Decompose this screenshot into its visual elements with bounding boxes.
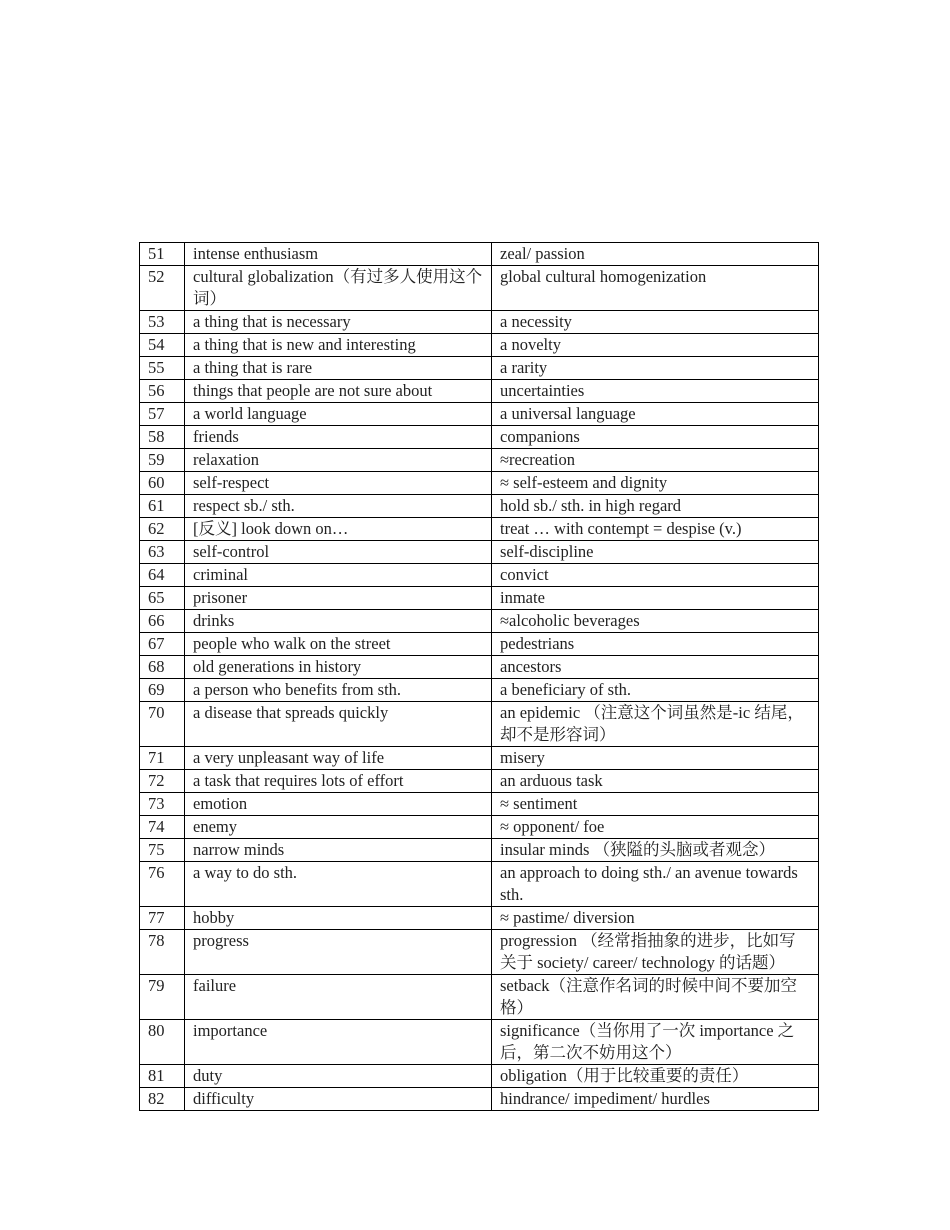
- table-row: [140, 793, 819, 816]
- row-number: 53: [140, 311, 185, 334]
- original-expression: a thing that is rare: [185, 357, 492, 380]
- alternative-expression: a universal language: [492, 403, 819, 426]
- row-number: 59: [140, 449, 185, 472]
- row-number: 56: [140, 380, 185, 403]
- alternative-expression: uncertainties: [492, 380, 819, 403]
- table-row: [140, 975, 819, 1020]
- original-expression: a very unpleasant way of life: [185, 747, 492, 770]
- original-expression: respect sb./ sth.: [185, 495, 492, 518]
- table-row: [140, 1020, 819, 1065]
- row-number: 82: [140, 1088, 185, 1111]
- row-number: 71: [140, 747, 185, 770]
- alternative-expression: a novelty: [492, 334, 819, 357]
- alternative-expression: an epidemic （注意这个词虽然是-ic 结尾，却不是形容词）: [492, 702, 819, 747]
- row-number: 75: [140, 839, 185, 862]
- original-expression: narrow minds: [185, 839, 492, 862]
- row-number: 64: [140, 564, 185, 587]
- table-row: [140, 564, 819, 587]
- original-expression: duty: [185, 1065, 492, 1088]
- row-number: 62: [140, 518, 185, 541]
- row-number: 65: [140, 587, 185, 610]
- table-row: [140, 403, 819, 426]
- table-row: [140, 1088, 819, 1111]
- row-number: 74: [140, 816, 185, 839]
- original-expression: prisoner: [185, 587, 492, 610]
- original-expression: enemy: [185, 816, 492, 839]
- row-number: 54: [140, 334, 185, 357]
- alternative-expression: ≈recreation: [492, 449, 819, 472]
- alternative-expression: setback（注意作名词的时候中间不要加空格）: [492, 975, 819, 1020]
- table-row: [140, 770, 819, 793]
- vocabulary-table-body: [140, 243, 819, 1111]
- row-number: 61: [140, 495, 185, 518]
- table-row: [140, 747, 819, 770]
- alternative-expression: ≈alcoholic beverages: [492, 610, 819, 633]
- table-row: [140, 495, 819, 518]
- alternative-expression: treat … with contempt = despise (v.): [492, 518, 819, 541]
- row-number: 73: [140, 793, 185, 816]
- row-number: 58: [140, 426, 185, 449]
- row-number: 70: [140, 702, 185, 747]
- alternative-expression: ≈ self-esteem and dignity: [492, 472, 819, 495]
- table-row: [140, 816, 819, 839]
- original-expression: a thing that is new and interesting: [185, 334, 492, 357]
- table-row: [140, 930, 819, 975]
- table-row: [140, 907, 819, 930]
- row-number: 81: [140, 1065, 185, 1088]
- table-row: [140, 357, 819, 380]
- alternative-expression: ancestors: [492, 656, 819, 679]
- table-row: [140, 266, 819, 311]
- vocabulary-table: [139, 242, 819, 1111]
- alternative-expression: misery: [492, 747, 819, 770]
- original-expression: criminal: [185, 564, 492, 587]
- original-expression: failure: [185, 975, 492, 1020]
- row-number: 66: [140, 610, 185, 633]
- table-row: [140, 862, 819, 907]
- row-number: 68: [140, 656, 185, 679]
- alternative-expression: global cultural homogenization: [492, 266, 819, 311]
- table-row: [140, 610, 819, 633]
- table-row: [140, 380, 819, 403]
- table-row: [140, 633, 819, 656]
- original-expression: progress: [185, 930, 492, 975]
- original-expression: emotion: [185, 793, 492, 816]
- row-number: 80: [140, 1020, 185, 1065]
- row-number: 63: [140, 541, 185, 564]
- row-number: 69: [140, 679, 185, 702]
- original-expression: a disease that spreads quickly: [185, 702, 492, 747]
- alternative-expression: hindrance/ impediment/ hurdles: [492, 1088, 819, 1111]
- row-number: 78: [140, 930, 185, 975]
- row-number: 51: [140, 243, 185, 266]
- alternative-expression: zeal/ passion: [492, 243, 819, 266]
- original-expression: a person who benefits from sth.: [185, 679, 492, 702]
- alternative-expression: pedestrians: [492, 633, 819, 656]
- row-number: 57: [140, 403, 185, 426]
- alternative-expression: self-discipline: [492, 541, 819, 564]
- original-expression: old generations in history: [185, 656, 492, 679]
- original-expression: cultural globalization（有过多人使用这个词）: [185, 266, 492, 311]
- table-row: [140, 334, 819, 357]
- original-expression: relaxation: [185, 449, 492, 472]
- table-row: [140, 587, 819, 610]
- original-expression: self-respect: [185, 472, 492, 495]
- alternative-expression: obligation（用于比较重要的责任）: [492, 1065, 819, 1088]
- row-number: 77: [140, 907, 185, 930]
- original-expression: a way to do sth.: [185, 862, 492, 907]
- alternative-expression: insular minds （狭隘的头脑或者观念）: [492, 839, 819, 862]
- original-expression: friends: [185, 426, 492, 449]
- original-expression: things that people are not sure about: [185, 380, 492, 403]
- original-expression: a task that requires lots of effort: [185, 770, 492, 793]
- alternative-expression: a rarity: [492, 357, 819, 380]
- row-number: 55: [140, 357, 185, 380]
- original-expression: people who walk on the street: [185, 633, 492, 656]
- alternative-expression: companions: [492, 426, 819, 449]
- table-row: [140, 679, 819, 702]
- original-expression: importance: [185, 1020, 492, 1065]
- row-number: 52: [140, 266, 185, 311]
- original-expression: a thing that is necessary: [185, 311, 492, 334]
- table-row: [140, 243, 819, 266]
- original-expression: [反义] look down on…: [185, 518, 492, 541]
- table-row: [140, 1065, 819, 1088]
- alternative-expression: progression （经常指抽象的进步，比如写关于 society/ career/ technology 的话题）: [492, 930, 819, 975]
- original-expression: intense enthusiasm: [185, 243, 492, 266]
- table-row: [140, 702, 819, 747]
- alternative-expression: ≈ sentiment: [492, 793, 819, 816]
- alternative-expression: hold sb./ sth. in high regard: [492, 495, 819, 518]
- row-number: 76: [140, 862, 185, 907]
- alternative-expression: inmate: [492, 587, 819, 610]
- alternative-expression: convict: [492, 564, 819, 587]
- alternative-expression: an approach to doing sth./ an avenue towards sth.: [492, 862, 819, 907]
- table-row: [140, 449, 819, 472]
- table-row: [140, 311, 819, 334]
- table-row: [140, 472, 819, 495]
- table-row: [140, 656, 819, 679]
- table-row: [140, 541, 819, 564]
- row-number: 79: [140, 975, 185, 1020]
- original-expression: self-control: [185, 541, 492, 564]
- row-number: 72: [140, 770, 185, 793]
- alternative-expression: a beneficiary of sth.: [492, 679, 819, 702]
- alternative-expression: ≈ opponent/ foe: [492, 816, 819, 839]
- original-expression: a world language: [185, 403, 492, 426]
- original-expression: drinks: [185, 610, 492, 633]
- alternative-expression: an arduous task: [492, 770, 819, 793]
- original-expression: hobby: [185, 907, 492, 930]
- row-number: 60: [140, 472, 185, 495]
- original-expression: difficulty: [185, 1088, 492, 1111]
- alternative-expression: ≈ pastime/ diversion: [492, 907, 819, 930]
- table-row: [140, 426, 819, 449]
- alternative-expression: a necessity: [492, 311, 819, 334]
- table-row: [140, 518, 819, 541]
- table-row: [140, 839, 819, 862]
- row-number: 67: [140, 633, 185, 656]
- alternative-expression: significance（当你用了一次 importance 之后，第二次不妨用这个）: [492, 1020, 819, 1065]
